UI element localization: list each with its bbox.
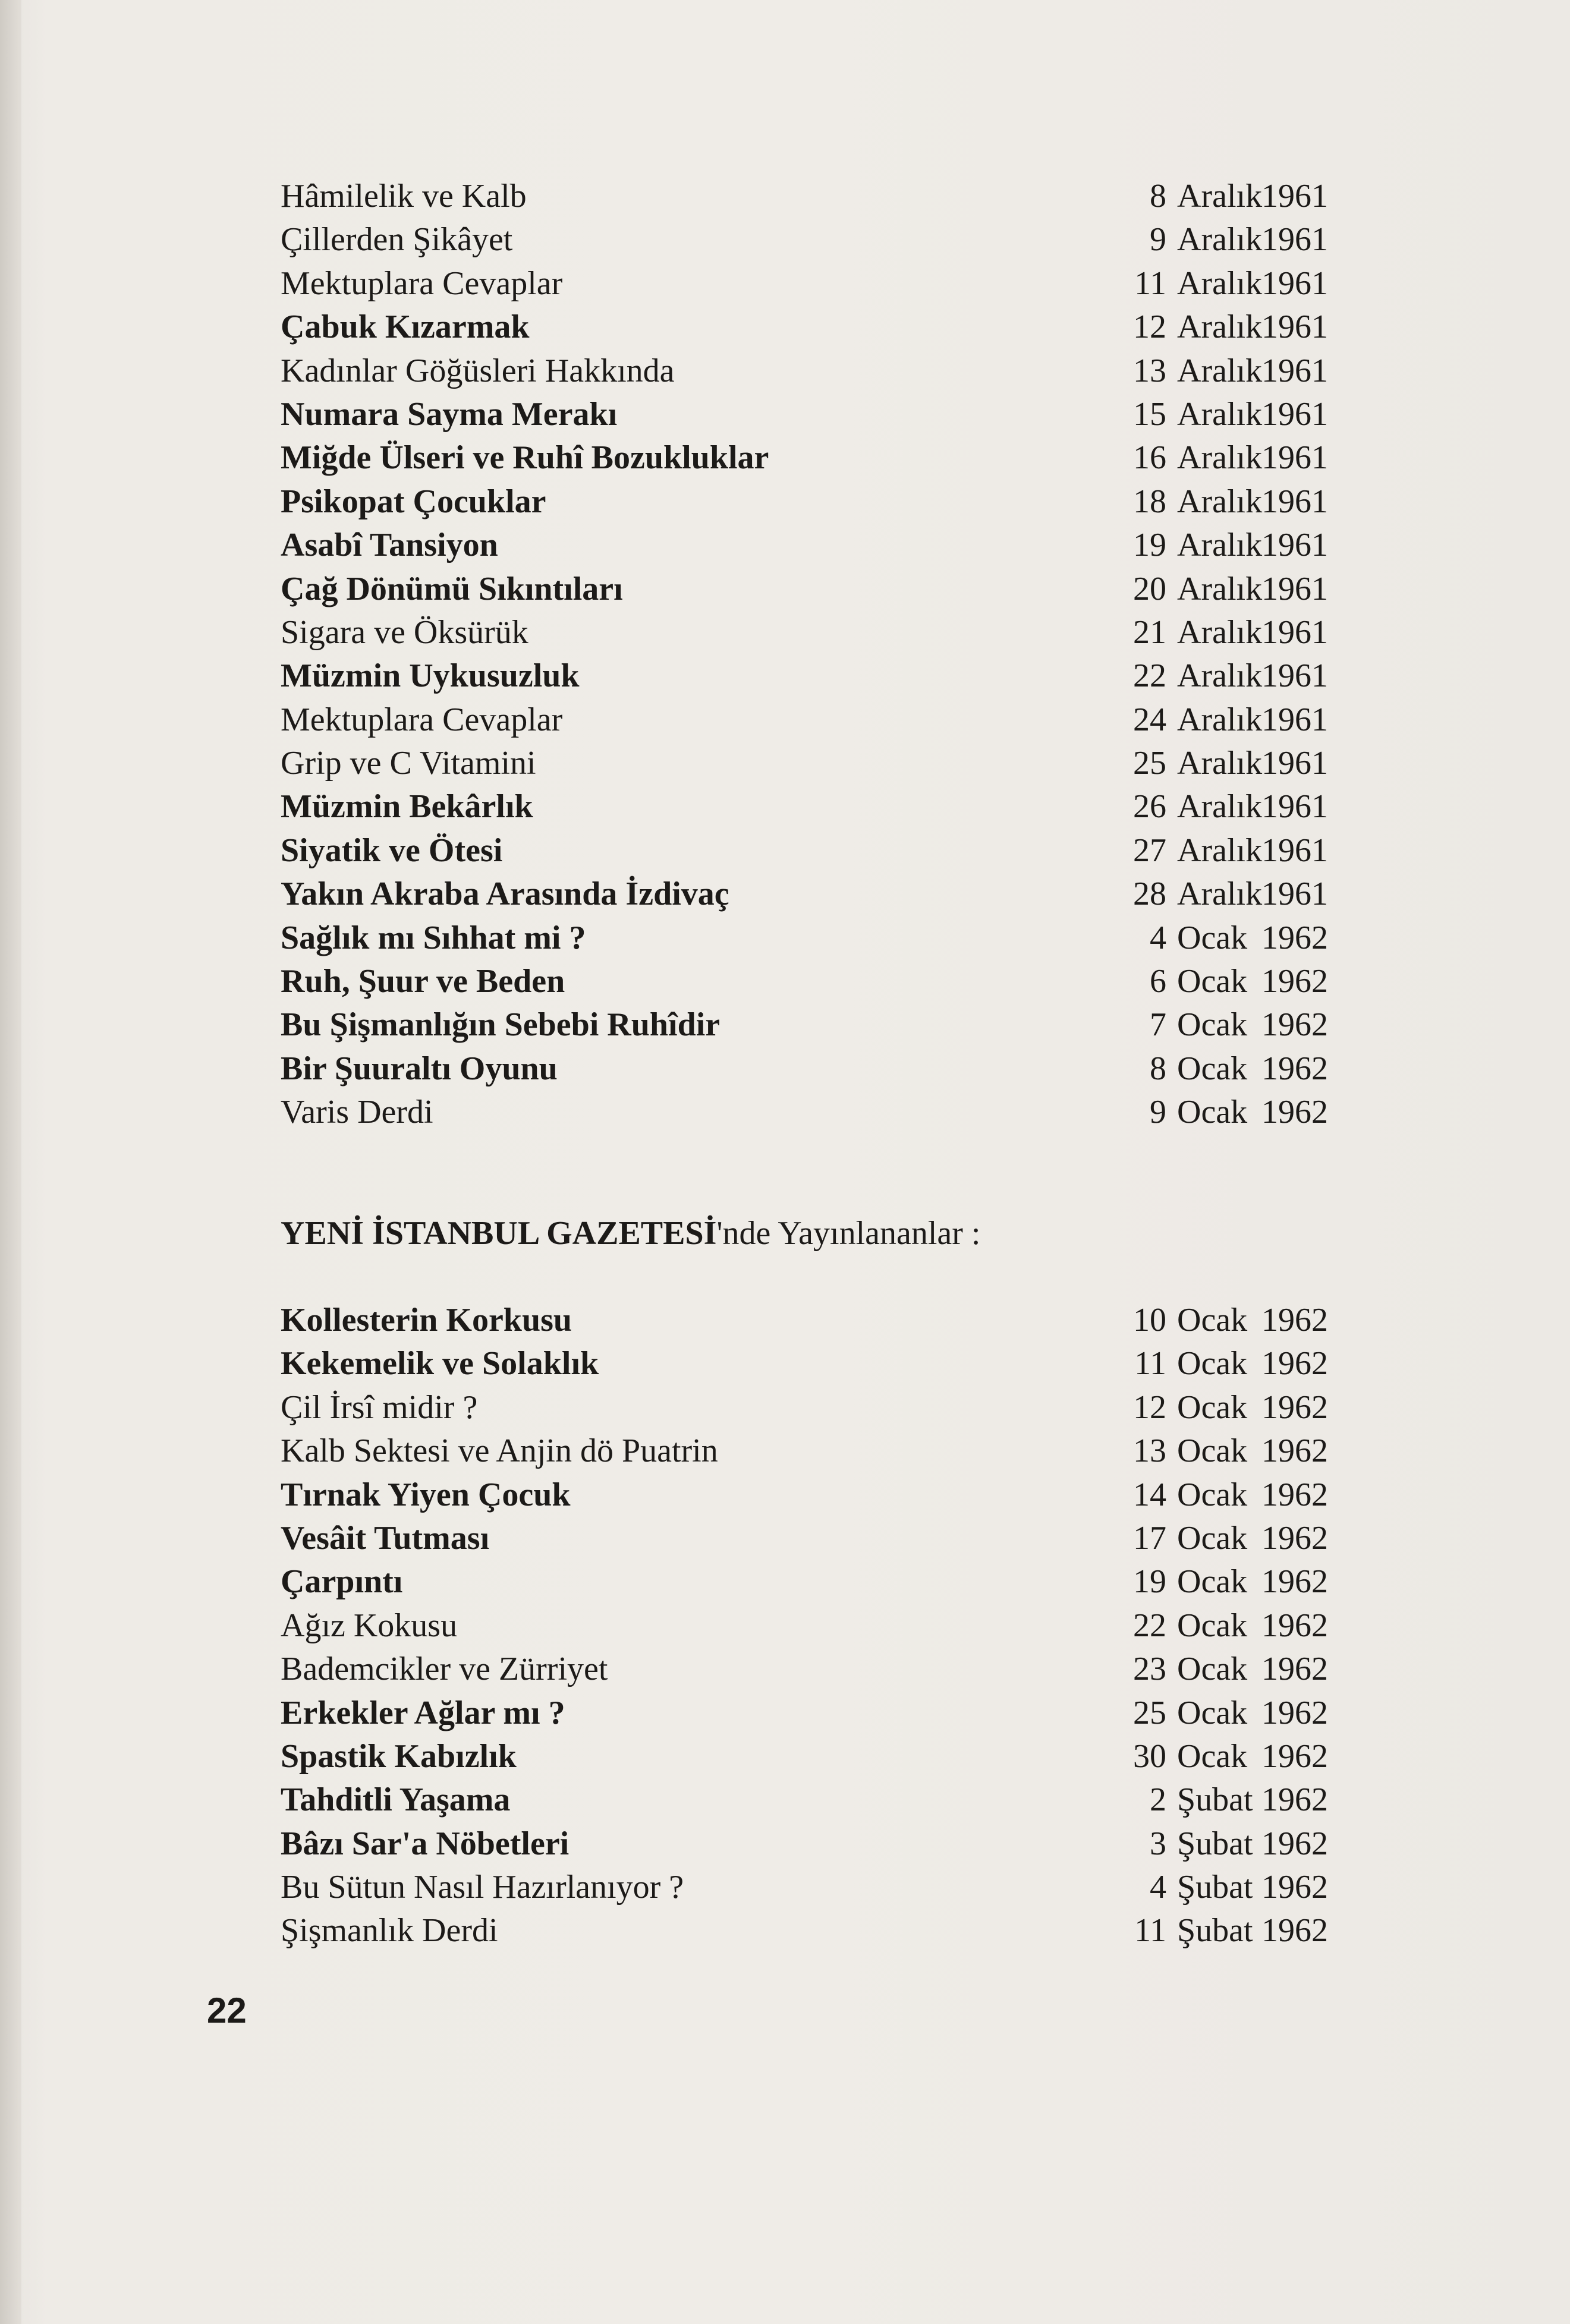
article-date xyxy=(1101,960,1398,1003)
date-year: 1961 xyxy=(1261,439,1328,477)
date-month: Aralık xyxy=(1177,745,1263,782)
date-day: 30 xyxy=(1133,1737,1166,1775)
article-entry xyxy=(281,1735,1398,1778)
date-day: 14 xyxy=(1133,1476,1166,1513)
date-day: 13 xyxy=(1133,352,1166,389)
date-month: Aralık xyxy=(1177,832,1263,869)
date-day: 6 xyxy=(1150,963,1166,1000)
article-date xyxy=(1101,480,1398,524)
article-entry xyxy=(281,1648,1398,1691)
article-title: Çabuk Kızarmak xyxy=(281,308,530,346)
date-year: 1961 xyxy=(1261,352,1328,389)
article-entry xyxy=(281,1386,1398,1429)
article-entry xyxy=(281,393,1398,436)
article-entry xyxy=(281,1091,1398,1134)
article-title: Grip ve C Vitamini xyxy=(281,745,536,782)
date-year: 1961 xyxy=(1261,395,1328,433)
article-entry xyxy=(281,1429,1398,1473)
section-heading xyxy=(281,1213,980,1254)
date-year: 1962 xyxy=(1261,1694,1328,1731)
article-entry xyxy=(281,524,1398,567)
article-title: Kekemelik ve Solaklık xyxy=(281,1345,599,1383)
article-title: Bademcikler ve Zürriyet xyxy=(281,1651,608,1688)
date-month: Aralık xyxy=(1177,570,1263,607)
article-title: Kollesterin Korkusu xyxy=(281,1302,572,1339)
article-date xyxy=(1101,1003,1398,1047)
date-day: 20 xyxy=(1133,570,1166,607)
date-year: 1962 xyxy=(1261,1302,1328,1339)
article-entry xyxy=(281,873,1398,916)
date-year: 1962 xyxy=(1261,1476,1328,1513)
date-month: Ocak xyxy=(1177,1694,1248,1731)
article-title: Müzmin Uykusuzluk xyxy=(281,657,580,695)
date-month: Aralık xyxy=(1177,221,1263,259)
article-title: Siyatik ve Ötesi xyxy=(281,832,503,869)
date-day: 21 xyxy=(1133,613,1166,651)
date-year: 1962 xyxy=(1261,1388,1328,1426)
article-entry xyxy=(281,1517,1398,1560)
article-list-second xyxy=(281,1299,1398,1953)
date-month: Ocak xyxy=(1177,1607,1248,1644)
date-month: Aralık xyxy=(1177,657,1263,695)
article-entry xyxy=(281,1047,1398,1091)
article-entry xyxy=(281,698,1398,742)
article-title: Çillerden Şikâyet xyxy=(281,221,513,259)
newspaper-name: YENİ İSTANBUL GAZETESİ xyxy=(281,1215,717,1252)
date-month: Aralık xyxy=(1177,308,1263,346)
article-entry xyxy=(281,480,1398,524)
article-entry xyxy=(281,1299,1398,1342)
article-date xyxy=(1101,1299,1398,1342)
article-title: Çarpıntı xyxy=(281,1563,403,1601)
article-date xyxy=(1101,873,1398,916)
section-heading-suffix: 'nde Yayınlananlar : xyxy=(716,1215,981,1252)
date-year: 1962 xyxy=(1261,1825,1328,1862)
date-day: 2 xyxy=(1150,1781,1166,1819)
article-entry xyxy=(281,1003,1398,1047)
date-day: 15 xyxy=(1133,395,1166,433)
article-date xyxy=(1101,1692,1398,1735)
article-title: Bâzı Sar'a Nöbetleri xyxy=(281,1825,570,1862)
article-title: Numara Sayma Merakı xyxy=(281,395,618,433)
date-day: 9 xyxy=(1150,221,1166,259)
article-title: Yakın Akraba Arasında İzdivaç xyxy=(281,876,729,913)
article-entry xyxy=(281,960,1398,1003)
article-date xyxy=(1101,1091,1398,1134)
article-title: Asabî Tansiyon xyxy=(281,527,498,564)
article-title: Miğde Ülseri ve Ruhî Bozukluklar xyxy=(281,439,769,477)
date-month: Ocak xyxy=(1177,1651,1248,1688)
article-entry xyxy=(281,436,1398,480)
article-entry xyxy=(281,306,1398,349)
article-title: Bu Şişmanlığın Sebebi Ruhîdir xyxy=(281,1006,720,1044)
article-date xyxy=(1101,1342,1398,1385)
date-month: Aralık xyxy=(1177,876,1263,913)
date-year: 1961 xyxy=(1261,876,1328,913)
date-day: 23 xyxy=(1133,1651,1166,1688)
date-day: 25 xyxy=(1133,1694,1166,1731)
article-date xyxy=(1101,829,1398,873)
page-number: 22 xyxy=(207,1991,247,2030)
article-date xyxy=(1101,1778,1398,1822)
article-title: Tırnak Yiyen Çocuk xyxy=(281,1476,571,1513)
date-month: Aralık xyxy=(1177,701,1263,738)
date-day: 4 xyxy=(1150,919,1166,956)
date-year: 1962 xyxy=(1261,1563,1328,1601)
article-title: Vesâit Tutması xyxy=(281,1519,490,1557)
article-date xyxy=(1101,1866,1398,1909)
date-month: Aralık xyxy=(1177,788,1263,826)
date-month: Aralık xyxy=(1177,613,1263,651)
article-entry xyxy=(281,568,1398,611)
date-year: 1962 xyxy=(1261,1912,1328,1950)
date-year: 1962 xyxy=(1261,963,1328,1000)
date-month: Ocak xyxy=(1177,1302,1248,1339)
date-day: 18 xyxy=(1133,483,1166,520)
article-date xyxy=(1101,1735,1398,1778)
date-year: 1961 xyxy=(1261,308,1328,346)
article-title: Bu Sütun Nasıl Hazırlanıyor ? xyxy=(281,1869,684,1906)
date-year: 1961 xyxy=(1261,221,1328,259)
date-day: 4 xyxy=(1150,1869,1166,1906)
date-day: 26 xyxy=(1133,788,1166,826)
date-day: 25 xyxy=(1133,745,1166,782)
article-title: Spastik Kabızlık xyxy=(281,1737,517,1775)
article-date xyxy=(1101,611,1398,654)
article-entry xyxy=(281,1560,1398,1604)
date-year: 1962 xyxy=(1261,1607,1328,1644)
article-date xyxy=(1101,1429,1398,1473)
date-day: 16 xyxy=(1133,439,1166,477)
date-year: 1961 xyxy=(1261,657,1328,695)
date-year: 1961 xyxy=(1261,483,1328,520)
article-date xyxy=(1101,917,1398,960)
date-month: Aralık xyxy=(1177,483,1263,520)
article-title: Müzmin Bekârlık xyxy=(281,788,533,826)
date-day: 27 xyxy=(1133,832,1166,869)
date-month: Şubat xyxy=(1177,1869,1253,1906)
date-day: 28 xyxy=(1133,876,1166,913)
article-date xyxy=(1101,524,1398,567)
date-month: Şubat xyxy=(1177,1912,1253,1950)
date-year: 1962 xyxy=(1261,1094,1328,1131)
date-month: Ocak xyxy=(1177,963,1248,1000)
article-date xyxy=(1101,1560,1398,1604)
date-day: 19 xyxy=(1133,1563,1166,1601)
article-title: Tahditli Yaşama xyxy=(281,1781,511,1819)
article-entry xyxy=(281,785,1398,829)
date-year: 1961 xyxy=(1261,264,1328,302)
date-year: 1961 xyxy=(1261,570,1328,607)
article-title: Sigara ve Öksürük xyxy=(281,613,528,651)
article-title: Ruh, Şuur ve Beden xyxy=(281,963,565,1000)
article-date xyxy=(1101,1473,1398,1517)
article-title: Şişmanlık Derdi xyxy=(281,1912,498,1950)
date-year: 1962 xyxy=(1261,1050,1328,1087)
date-month: Aralık xyxy=(1177,264,1263,302)
article-entry xyxy=(281,1778,1398,1822)
article-date xyxy=(1101,742,1398,785)
date-month: Ocak xyxy=(1177,1737,1248,1775)
article-entry xyxy=(281,262,1398,306)
article-list-first xyxy=(281,175,1398,1135)
date-day: 19 xyxy=(1133,527,1166,564)
date-day: 11 xyxy=(1134,1345,1166,1383)
date-year: 1961 xyxy=(1261,701,1328,738)
article-title: Varis Derdi xyxy=(281,1094,433,1131)
article-title: Hâmilelik ve Kalb xyxy=(281,178,527,215)
date-day: 12 xyxy=(1133,308,1166,346)
article-entry xyxy=(281,1604,1398,1648)
article-date xyxy=(1101,654,1398,698)
article-date xyxy=(1101,1648,1398,1691)
article-entry xyxy=(281,1342,1398,1385)
article-date xyxy=(1101,568,1398,611)
date-year: 1962 xyxy=(1261,1737,1328,1775)
date-day: 3 xyxy=(1150,1825,1166,1862)
article-title: Çağ Dönümü Sıkıntıları xyxy=(281,570,623,607)
date-year: 1961 xyxy=(1261,788,1328,826)
date-day: 17 xyxy=(1133,1519,1166,1557)
date-year: 1961 xyxy=(1261,745,1328,782)
article-date xyxy=(1101,175,1398,218)
date-year: 1962 xyxy=(1261,919,1328,956)
date-day: 22 xyxy=(1133,1607,1166,1644)
article-date xyxy=(1101,1604,1398,1648)
article-title: Mektuplara Cevaplar xyxy=(281,264,563,302)
article-title: Ağız Kokusu xyxy=(281,1607,458,1644)
article-date xyxy=(1101,436,1398,480)
article-date xyxy=(1101,1517,1398,1560)
date-day: 9 xyxy=(1150,1094,1166,1131)
date-day: 11 xyxy=(1134,1912,1166,1950)
date-month: Şubat xyxy=(1177,1781,1253,1819)
article-title: Psikopat Çocuklar xyxy=(281,483,546,520)
date-day: 24 xyxy=(1133,701,1166,738)
article-entry xyxy=(281,1909,1398,1953)
date-year: 1962 xyxy=(1261,1651,1328,1688)
article-date xyxy=(1101,1386,1398,1429)
date-month: Ocak xyxy=(1177,1563,1248,1601)
article-title: Kalb Sektesi ve Anjin dö Puatrin xyxy=(281,1432,718,1470)
article-title: Bir Şuuraltı Oyunu xyxy=(281,1050,558,1087)
article-entry xyxy=(281,349,1398,393)
date-day: 10 xyxy=(1133,1302,1166,1339)
date-day: 13 xyxy=(1133,1432,1166,1470)
date-year: 1962 xyxy=(1261,1519,1328,1557)
article-entry xyxy=(281,1692,1398,1735)
date-month: Ocak xyxy=(1177,1345,1248,1383)
article-date xyxy=(1101,393,1398,436)
article-date xyxy=(1101,262,1398,306)
date-month: Ocak xyxy=(1177,1050,1248,1087)
article-entry xyxy=(281,917,1398,960)
date-day: 11 xyxy=(1134,264,1166,302)
date-day: 22 xyxy=(1133,657,1166,695)
date-day: 8 xyxy=(1150,1050,1166,1087)
article-entry xyxy=(281,1473,1398,1517)
date-month: Ocak xyxy=(1177,919,1248,956)
date-month: Ocak xyxy=(1177,1388,1248,1426)
article-date xyxy=(1101,306,1398,349)
date-month: Ocak xyxy=(1177,1476,1248,1513)
date-month: Ocak xyxy=(1177,1006,1248,1044)
article-entry xyxy=(281,1866,1398,1909)
article-title: Çil İrsî midir ? xyxy=(281,1388,478,1426)
date-day: 8 xyxy=(1150,178,1166,215)
article-entry xyxy=(281,175,1398,218)
date-year: 1961 xyxy=(1261,178,1328,215)
article-title: Mektuplara Cevaplar xyxy=(281,701,563,738)
article-entry xyxy=(281,829,1398,873)
date-year: 1961 xyxy=(1261,527,1328,564)
date-year: 1961 xyxy=(1261,832,1328,869)
date-year: 1961 xyxy=(1261,613,1328,651)
article-entry xyxy=(281,1822,1398,1866)
article-date xyxy=(1101,1909,1398,1953)
date-month: Ocak xyxy=(1177,1094,1248,1131)
date-month: Aralık xyxy=(1177,352,1263,389)
article-date xyxy=(1101,785,1398,829)
date-year: 1962 xyxy=(1261,1869,1328,1906)
article-title: Kadınlar Göğüsleri Hakkında xyxy=(281,352,675,389)
article-date xyxy=(1101,349,1398,393)
date-month: Aralık xyxy=(1177,439,1263,477)
date-year: 1962 xyxy=(1261,1345,1328,1383)
date-year: 1962 xyxy=(1261,1432,1328,1470)
article-entry xyxy=(281,611,1398,654)
article-title: Erkekler Ağlar mı ? xyxy=(281,1694,565,1731)
article-date xyxy=(1101,1822,1398,1866)
date-month: Aralık xyxy=(1177,178,1263,215)
date-year: 1962 xyxy=(1261,1006,1328,1044)
date-month: Ocak xyxy=(1177,1432,1248,1470)
article-date xyxy=(1101,698,1398,742)
article-date xyxy=(1101,1047,1398,1091)
date-month: Aralık xyxy=(1177,395,1263,433)
article-entry xyxy=(281,654,1398,698)
page-spine-shadow xyxy=(0,0,21,2324)
article-entry xyxy=(281,218,1398,262)
article-entry xyxy=(281,742,1398,785)
date-month: Şubat xyxy=(1177,1825,1253,1862)
date-month: Aralık xyxy=(1177,527,1263,564)
article-date xyxy=(1101,218,1398,262)
date-day: 12 xyxy=(1133,1388,1166,1426)
date-day: 7 xyxy=(1150,1006,1166,1044)
date-year: 1962 xyxy=(1261,1781,1328,1819)
article-title: Sağlık mı Sıhhat mi ? xyxy=(281,919,586,956)
date-month: Ocak xyxy=(1177,1519,1248,1557)
